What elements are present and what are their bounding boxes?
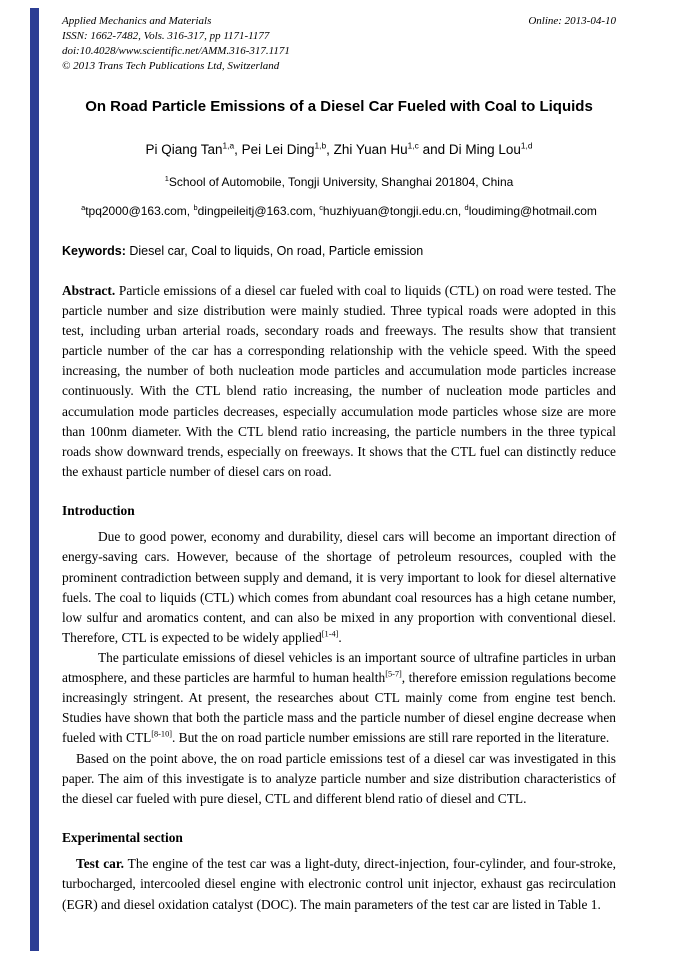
section-heading-experimental: Experimental section [62, 829, 183, 845]
intro-paragraph-1 [62, 527, 616, 648]
journal-header [62, 14, 616, 73]
affiliation-marker: 1 [164, 174, 169, 184]
author-separator: and [418, 141, 449, 157]
email-marker: a [81, 203, 86, 213]
paragraph-text: The engine of the test car was a light-duty, direct-injection, four-cylinder, and four-stroke, turbocharged, intercooled diesel engine with electronic control unit injector, exhaust gas recirculation (EGR) and diesel oxidation catalyst (DOC). The main parameters of the test car are listed in Table 1. [62, 856, 616, 912]
abstract-label: Abstract. [62, 282, 116, 298]
author-name: Zhi Yuan Hu [333, 141, 408, 157]
email-marker: b [193, 203, 198, 213]
author-name: Pei Lei Ding [241, 141, 315, 157]
email-marker: d [464, 203, 469, 213]
author-name: Pi Qiang Tan [145, 141, 223, 157]
author-separator: , [234, 141, 242, 157]
author-affiliation-marker: 1,d [520, 140, 533, 151]
keywords-text: Diesel car, Coal to liquids, On road, Particle emission [125, 243, 424, 258]
copyright-line: © 2013 Trans Tech Publications Ltd, Switzerland [62, 59, 280, 72]
keywords-label: Keywords: [62, 243, 126, 258]
affiliation-line [62, 175, 616, 191]
author-name: Di Ming Lou [448, 141, 521, 157]
author-affiliation-marker: 1,b [314, 140, 327, 151]
citation-ref: [1-4] [321, 629, 339, 639]
abstract-text: Particle emissions of a diesel car fueled with coal to liquids (CTL) on road were tested. The particle number and size distribution were mainly studied. Three typical roads were adopted in this test, including urban arterial roads, secondary roads and freeways. The results show that transient particle number of the car has a corresponding relationship with the vehicle speed. With the speed increasing, the number of both nucleation mode particles and accumulation mode particles increase continuously. With the CTL blend ratio increasing, the number of nucleation mode particles and accumulation mode particles decreases, especially accumulation mode particles whose size are more than 100nm diameter. With the CTL blend ratio increasing, the particle numbers in the three typical roads show downward trends, especially on freeways. It shows that the CTL fuel can distinctly reduce the exhaust particle number of diesel cars on road. [62, 282, 616, 479]
journal-name: Applied Mechanics and Materials [62, 15, 212, 27]
email-address: dingpeileitj@163.com [197, 204, 313, 219]
author-separator: , [326, 141, 334, 157]
email-separator: , [312, 204, 320, 219]
email-separator: , [457, 204, 465, 219]
doi-line: doi:10.4028/www.scientific.net/AMM.316-317.1171 [62, 44, 290, 57]
abstract-paragraph [62, 281, 616, 482]
paragraph-text: . But the on road particle number emissions are still rare reported in the literature. [171, 730, 610, 746]
author-affiliation-marker: 1,a [222, 140, 235, 151]
keywords-line [62, 243, 616, 259]
test-car-paragraph [62, 854, 616, 914]
paper-title: On Road Particle Emissions of a Diesel Car Fueled with Coal to Liquids [85, 98, 593, 116]
paragraph-text: Due to good power, economy and durability, diesel cars will become an important direction of energy-saving cars. However, because of the shortage of petroleum resources, coupled with the prominent contradiction between supply and demand, it is very important to look for diesel alternative fuels. The coal to liquids (CTL) which comes from abundant coal resources has a high cetane number, low sulfur and aromatics content, and can also be mixed in any proportion with conventional diesel. Therefore, CTL is expected to be widely applied [62, 529, 616, 645]
section-heading-introduction: Introduction [62, 502, 135, 518]
email-address: huzhiyuan@tongji.edu.cn [322, 204, 458, 219]
paragraph-text: , therefore emission regulations become increasingly stringent. At present, the researches about CTL mainly come from engine test bench. Studies have shown that both the particle mass and the particle number of diesel engine decrease when fueled with CTL [62, 670, 616, 746]
affiliation-text: School of Automobile, Tongji University, Shanghai 201804, China [168, 175, 514, 190]
authors-line [62, 141, 616, 159]
paragraph-text: . [338, 629, 342, 645]
email-marker: c [319, 203, 323, 213]
journal-header-row [62, 14, 616, 29]
intro-paragraph-2 [62, 648, 616, 749]
online-date: Online: 2013-04-10 [528, 15, 616, 27]
intro-paragraph-3: Based on the point above, the on road particle emissions test of a diesel car was investigated in this paper. The aim of this investigate is to analyze particle number and size distribution characteristics of the diesel car fueled with pure diesel, CTL and different blend ratio of diesel and CTL. [62, 750, 616, 806]
citation-ref: [5-7] [385, 669, 402, 679]
email-address: tpq2000@163.com [85, 204, 187, 219]
issn-line: ISSN: 1662-7482, Vols. 316-317, pp 1171-1177 [62, 29, 270, 42]
emails-line [62, 204, 616, 220]
left-edge-band [30, 8, 39, 951]
email-address: loudiming@hotmail.com [468, 204, 597, 219]
email-separator: , [186, 204, 194, 219]
test-car-label: Test car. [76, 856, 124, 872]
page-content [62, 14, 616, 915]
citation-ref: [8-10] [151, 730, 172, 739]
author-affiliation-marker: 1,c [407, 140, 419, 151]
paragraph-text: The particulate emissions of diesel vehicles is an important source of ultrafine particles in urban atmosphere, and these particles are harmful to human health [62, 650, 616, 686]
